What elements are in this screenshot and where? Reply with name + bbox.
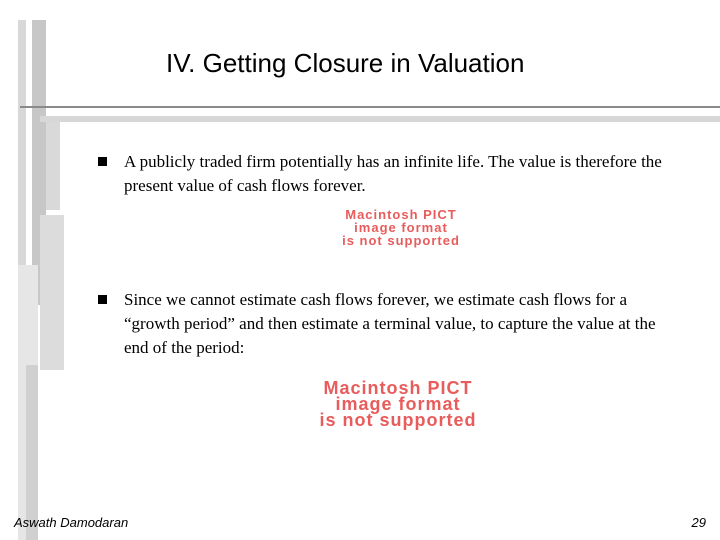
decor-bar	[26, 365, 38, 540]
slide-title: IV. Getting Closure in Valuation	[166, 48, 525, 78]
unsupported-image-placeholder	[242, 380, 554, 428]
placeholder-line: image format	[335, 394, 461, 414]
footer-author: Aswath Damodaran	[14, 515, 129, 530]
title-divider-shadow	[40, 116, 720, 122]
bullet-text: A publicly traded firm potentially has an infinite life. The value is therefore the present value of cash flows forever.	[124, 152, 662, 195]
placeholder-line: is not supported	[342, 233, 460, 248]
placeholder-line: Macintosh PICT	[345, 207, 457, 222]
unsupported-image-placeholder	[306, 208, 496, 247]
decor-bar	[46, 120, 60, 210]
decor-bar	[18, 20, 26, 265]
decor-bar	[40, 215, 64, 370]
bullet-marker	[98, 157, 107, 166]
bullet-marker	[98, 295, 107, 304]
page-number: 29	[691, 515, 706, 530]
bullet-text: Since we cannot estimate cash flows forever, we estimate cash flows for a “growth period” and then estimate a terminal value, to capture the value at the end of the period:	[124, 290, 656, 357]
placeholder-line: is not supported	[319, 410, 477, 430]
placeholder-line: image format	[354, 220, 448, 235]
title-divider	[20, 106, 720, 108]
placeholder-line: Macintosh PICT	[323, 378, 473, 398]
